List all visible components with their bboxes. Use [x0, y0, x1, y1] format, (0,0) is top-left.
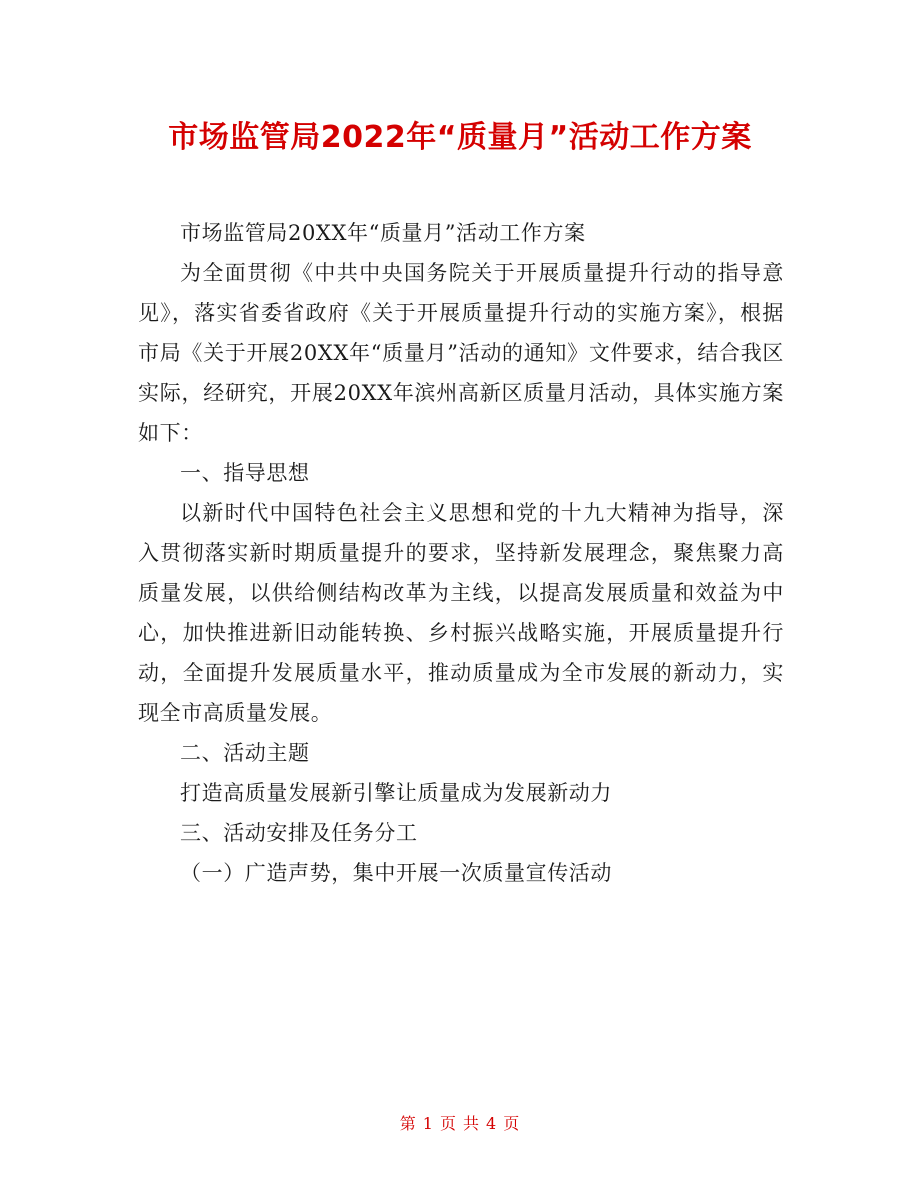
subsection-heading-publicity: （一）广造声势，集中开展一次质量宣传活动: [180, 861, 612, 885]
paragraph-guiding-ideology: 以新时代中国特色社会主义思想和党的十九大精神为指导，深入贯彻落实新时期质量提升的要求，坚持新发展理念，聚焦聚力高质量发展，以供给侧结构改革为主线，以提高发展质量和效益为中心，加快推进新旧动能转换、乡村振兴战略实施，开展质量提升行动，全面提升发展质量水平，推动质量成为全市发展的新动力，实现全市高质量发展。: [138, 501, 784, 725]
document-body: [138, 213, 784, 893]
page-footer: [0, 1112, 920, 1136]
document-title: 市场监管局2022年“质量月”活动工作方案: [168, 120, 752, 155]
footer-page-label: 页: [439, 1114, 457, 1133]
footer-total-label: 页: [503, 1114, 521, 1133]
section-heading-guiding-ideology: 一、指导思想: [180, 461, 310, 485]
section-heading-arrangements: 三、活动安排及任务分工: [180, 821, 418, 845]
footer-total-prefix: 共: [463, 1114, 481, 1133]
paragraph-subtitle: 市场监管局20XX年“质量月”活动工作方案: [180, 221, 586, 245]
footer-page-number: 1: [422, 1114, 434, 1133]
paragraph-intro: 为全面贯彻《中共中央国务院关于开展质量提升行动的指导意见》，落实省委省政府《关于开展质量提升行动的实施方案》，根据市局《关于开展20XX年“质量月”活动的通知》文件要求，结合我区实际，经研究，开展20XX年滨州高新区质量月活动，具体实施方案如下：: [138, 261, 784, 445]
paragraph-activity-theme: 打造高质量发展新引擎让质量成为发展新动力: [180, 781, 612, 805]
footer-page-prefix: 第: [399, 1114, 417, 1133]
footer-total-pages: 4: [486, 1114, 498, 1133]
section-heading-activity-theme: 二、活动主题: [180, 741, 310, 765]
